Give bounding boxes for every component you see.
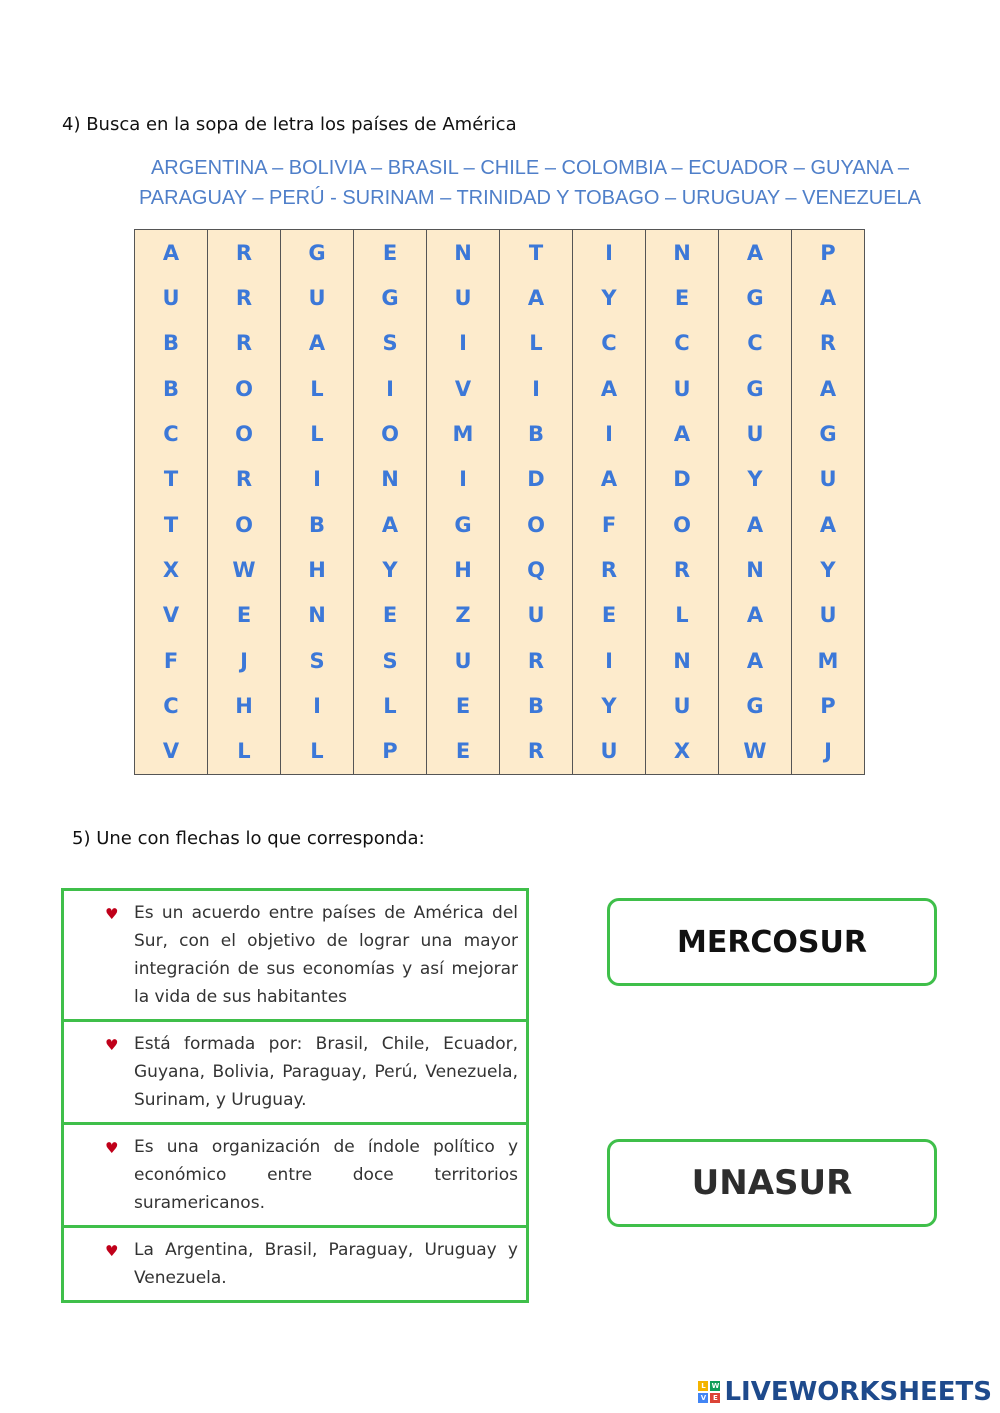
- grid-cell[interactable]: O: [646, 502, 719, 547]
- grid-cell[interactable]: I: [354, 366, 427, 411]
- grid-cell[interactable]: R: [500, 638, 573, 683]
- grid-cell[interactable]: S: [354, 638, 427, 683]
- grid-cell[interactable]: A: [792, 366, 865, 411]
- grid-cell[interactable]: J: [792, 729, 865, 775]
- brand-name: LIVEWORKSHEETS: [724, 1377, 992, 1407]
- grid-cell[interactable]: C: [135, 411, 208, 456]
- grid-cell[interactable]: L: [500, 321, 573, 366]
- grid-cell[interactable]: E: [354, 230, 427, 276]
- grid-cell[interactable]: P: [792, 230, 865, 276]
- grid-cell[interactable]: L: [281, 411, 354, 456]
- grid-cell[interactable]: W: [719, 729, 792, 775]
- grid-cell[interactable]: N: [281, 593, 354, 638]
- grid-cell[interactable]: B: [500, 683, 573, 728]
- grid-cell[interactable]: C: [573, 321, 646, 366]
- grid-cell[interactable]: B: [135, 366, 208, 411]
- grid-cell[interactable]: U: [135, 275, 208, 320]
- grid-cell[interactable]: R: [792, 321, 865, 366]
- grid-cell[interactable]: B: [281, 502, 354, 547]
- grid-cell[interactable]: Y: [719, 457, 792, 502]
- grid-cell[interactable]: O: [208, 366, 281, 411]
- heart-bullet-icon: ♥: [105, 1242, 119, 1260]
- logo-tile: E: [710, 1393, 720, 1403]
- grid-cell[interactable]: M: [792, 638, 865, 683]
- grid-cell[interactable]: I: [281, 683, 354, 728]
- grid-cell[interactable]: E: [427, 683, 500, 728]
- description-text: Está formada por: Brasil, Chile, Ecuador, Guyana, Bolivia, Paraguay, Perú, Venezuela, Surinam, y Uruguay.: [134, 1034, 518, 1110]
- liveworksheets-logo-icon: [698, 1381, 720, 1403]
- grid-cell[interactable]: I: [500, 366, 573, 411]
- grid-cell[interactable]: A: [573, 366, 646, 411]
- grid-row: [135, 547, 865, 592]
- heart-bullet-icon: ♥: [105, 1036, 119, 1054]
- grid-row: [135, 411, 865, 456]
- grid-cell[interactable]: R: [208, 457, 281, 502]
- grid-cell[interactable]: U: [646, 683, 719, 728]
- grid-cell[interactable]: L: [281, 729, 354, 775]
- grid-cell[interactable]: R: [208, 321, 281, 366]
- grid-row: [135, 593, 865, 638]
- description-item[interactable]: [64, 1228, 526, 1300]
- answer-box-mercosur[interactable]: MERCOSUR: [607, 898, 937, 986]
- grid-cell[interactable]: O: [500, 502, 573, 547]
- grid-cell[interactable]: P: [354, 729, 427, 775]
- grid-cell[interactable]: E: [646, 275, 719, 320]
- grid-cell[interactable]: E: [427, 729, 500, 775]
- grid-cell[interactable]: I: [427, 457, 500, 502]
- grid-cell[interactable]: G: [719, 366, 792, 411]
- grid-cell[interactable]: G: [719, 275, 792, 320]
- grid-row: [135, 683, 865, 728]
- grid-cell[interactable]: J: [208, 638, 281, 683]
- footer-brand: [698, 1377, 992, 1407]
- grid-cell[interactable]: A: [792, 502, 865, 547]
- grid-cell[interactable]: I: [573, 230, 646, 276]
- grid-cell[interactable]: E: [573, 593, 646, 638]
- grid-cell[interactable]: O: [208, 411, 281, 456]
- grid-cell[interactable]: N: [646, 230, 719, 276]
- heart-bullet-icon: ♥: [105, 905, 119, 923]
- grid-row: [135, 230, 865, 276]
- description-text: Es una organización de índole político y económico entre doce territorios suramericanos.: [134, 1137, 518, 1213]
- grid-cell[interactable]: L: [281, 366, 354, 411]
- grid-cell[interactable]: U: [500, 593, 573, 638]
- grid-cell[interactable]: A: [354, 502, 427, 547]
- description-box: [61, 888, 529, 1303]
- grid-cell[interactable]: I: [573, 638, 646, 683]
- grid-row: [135, 457, 865, 502]
- grid-cell[interactable]: D: [500, 457, 573, 502]
- grid-row: [135, 638, 865, 683]
- logo-tile: L: [698, 1381, 708, 1391]
- grid-cell[interactable]: Y: [354, 547, 427, 592]
- grid-cell[interactable]: H: [427, 547, 500, 592]
- grid-row: [135, 366, 865, 411]
- grid-cell[interactable]: O: [208, 502, 281, 547]
- grid-cell[interactable]: R: [208, 275, 281, 320]
- grid-cell[interactable]: E: [354, 593, 427, 638]
- grid-cell[interactable]: N: [354, 457, 427, 502]
- grid-cell[interactable]: A: [719, 638, 792, 683]
- grid-row: [135, 729, 865, 775]
- grid-cell[interactable]: A: [719, 593, 792, 638]
- grid-cell[interactable]: I: [281, 457, 354, 502]
- grid-cell[interactable]: U: [281, 275, 354, 320]
- grid-cell[interactable]: C: [646, 321, 719, 366]
- grid-cell[interactable]: T: [135, 502, 208, 547]
- grid-cell[interactable]: U: [719, 411, 792, 456]
- grid-row: [135, 275, 865, 320]
- description-item[interactable]: [64, 891, 526, 1022]
- description-item[interactable]: [64, 1125, 526, 1228]
- grid-cell[interactable]: A: [281, 321, 354, 366]
- grid-cell[interactable]: A: [500, 275, 573, 320]
- grid-cell[interactable]: U: [427, 638, 500, 683]
- grid-cell[interactable]: A: [792, 275, 865, 320]
- grid-cell[interactable]: N: [427, 230, 500, 276]
- grid-cell[interactable]: N: [719, 547, 792, 592]
- grid-cell[interactable]: R: [646, 547, 719, 592]
- grid-cell[interactable]: N: [646, 638, 719, 683]
- grid-cell[interactable]: I: [573, 411, 646, 456]
- description-text: La Argentina, Brasil, Paraguay, Uruguay y Venezuela.: [134, 1240, 518, 1288]
- grid-row: [135, 502, 865, 547]
- grid-row: [135, 321, 865, 366]
- grid-cell[interactable]: Q: [500, 547, 573, 592]
- grid-cell[interactable]: Y: [573, 683, 646, 728]
- grid-cell[interactable]: U: [792, 457, 865, 502]
- grid-cell[interactable]: R: [500, 729, 573, 775]
- grid-cell[interactable]: U: [792, 593, 865, 638]
- grid-cell[interactable]: U: [427, 275, 500, 320]
- grid-cell[interactable]: Y: [573, 275, 646, 320]
- grid-cell[interactable]: M: [427, 411, 500, 456]
- grid-cell[interactable]: G: [354, 275, 427, 320]
- grid-cell[interactable]: L: [354, 683, 427, 728]
- grid-cell[interactable]: R: [573, 547, 646, 592]
- question-4-title: 4) Busca en la sopa de letra los países de América: [62, 114, 517, 135]
- grid-cell[interactable]: A: [135, 230, 208, 276]
- word-list-line-2: PARAGUAY – PERÚ - SURINAM – TRINIDAD Y TOBAGO – URUGUAY – VENEZUELA: [138, 187, 922, 209]
- heart-bullet-icon: ♥: [105, 1139, 119, 1157]
- grid-cell[interactable]: L: [646, 593, 719, 638]
- grid-cell[interactable]: B: [500, 411, 573, 456]
- grid-cell[interactable]: U: [573, 729, 646, 775]
- answer-box-unasur[interactable]: UNASUR: [607, 1139, 937, 1227]
- grid-cell[interactable]: E: [208, 593, 281, 638]
- grid-cell[interactable]: Z: [427, 593, 500, 638]
- grid-cell[interactable]: O: [354, 411, 427, 456]
- grid-cell[interactable]: H: [281, 547, 354, 592]
- question-5-title: 5) Une con flechas lo que corresponda:: [72, 828, 425, 849]
- grid-cell[interactable]: F: [135, 638, 208, 683]
- grid-cell[interactable]: A: [719, 502, 792, 547]
- grid-cell[interactable]: C: [719, 321, 792, 366]
- grid-cell[interactable]: L: [208, 729, 281, 775]
- grid-cell[interactable]: I: [427, 321, 500, 366]
- logo-tile: V: [698, 1393, 708, 1403]
- grid-cell[interactable]: Y: [792, 547, 865, 592]
- grid-cell[interactable]: G: [281, 230, 354, 276]
- description-item[interactable]: [64, 1022, 526, 1125]
- grid-cell[interactable]: A: [646, 411, 719, 456]
- grid-cell[interactable]: V: [135, 729, 208, 775]
- word-search-grid[interactable]: [134, 229, 865, 775]
- grid-cell[interactable]: H: [208, 683, 281, 728]
- grid-cell[interactable]: U: [646, 366, 719, 411]
- grid-cell[interactable]: V: [427, 366, 500, 411]
- grid-cell[interactable]: X: [135, 547, 208, 592]
- grid-cell[interactable]: A: [719, 230, 792, 276]
- grid-cell[interactable]: P: [792, 683, 865, 728]
- grid-cell[interactable]: G: [427, 502, 500, 547]
- grid-cell[interactable]: W: [208, 547, 281, 592]
- grid-cell[interactable]: V: [135, 593, 208, 638]
- word-list-line-1: ARGENTINA – BOLIVIA – BRASIL – CHILE – COLOMBIA – ECUADOR – GUYANA –: [150, 157, 910, 179]
- grid-cell[interactable]: F: [573, 502, 646, 547]
- grid-cell[interactable]: B: [135, 321, 208, 366]
- grid-cell[interactable]: C: [135, 683, 208, 728]
- grid-cell[interactable]: D: [646, 457, 719, 502]
- grid-cell[interactable]: G: [719, 683, 792, 728]
- grid-cell[interactable]: A: [573, 457, 646, 502]
- description-text: Es un acuerdo entre países de América del Sur, con el objetivo de lograr una mayor integración de sus economías y así mejorar la vida de sus habitantes: [134, 903, 518, 1007]
- grid-cell[interactable]: X: [646, 729, 719, 775]
- grid-cell[interactable]: T: [500, 230, 573, 276]
- logo-tile: W: [711, 1382, 720, 1390]
- grid-cell[interactable]: T: [135, 457, 208, 502]
- grid-cell[interactable]: S: [281, 638, 354, 683]
- grid-cell[interactable]: G: [792, 411, 865, 456]
- grid-cell[interactable]: S: [354, 321, 427, 366]
- grid-cell[interactable]: R: [208, 230, 281, 276]
